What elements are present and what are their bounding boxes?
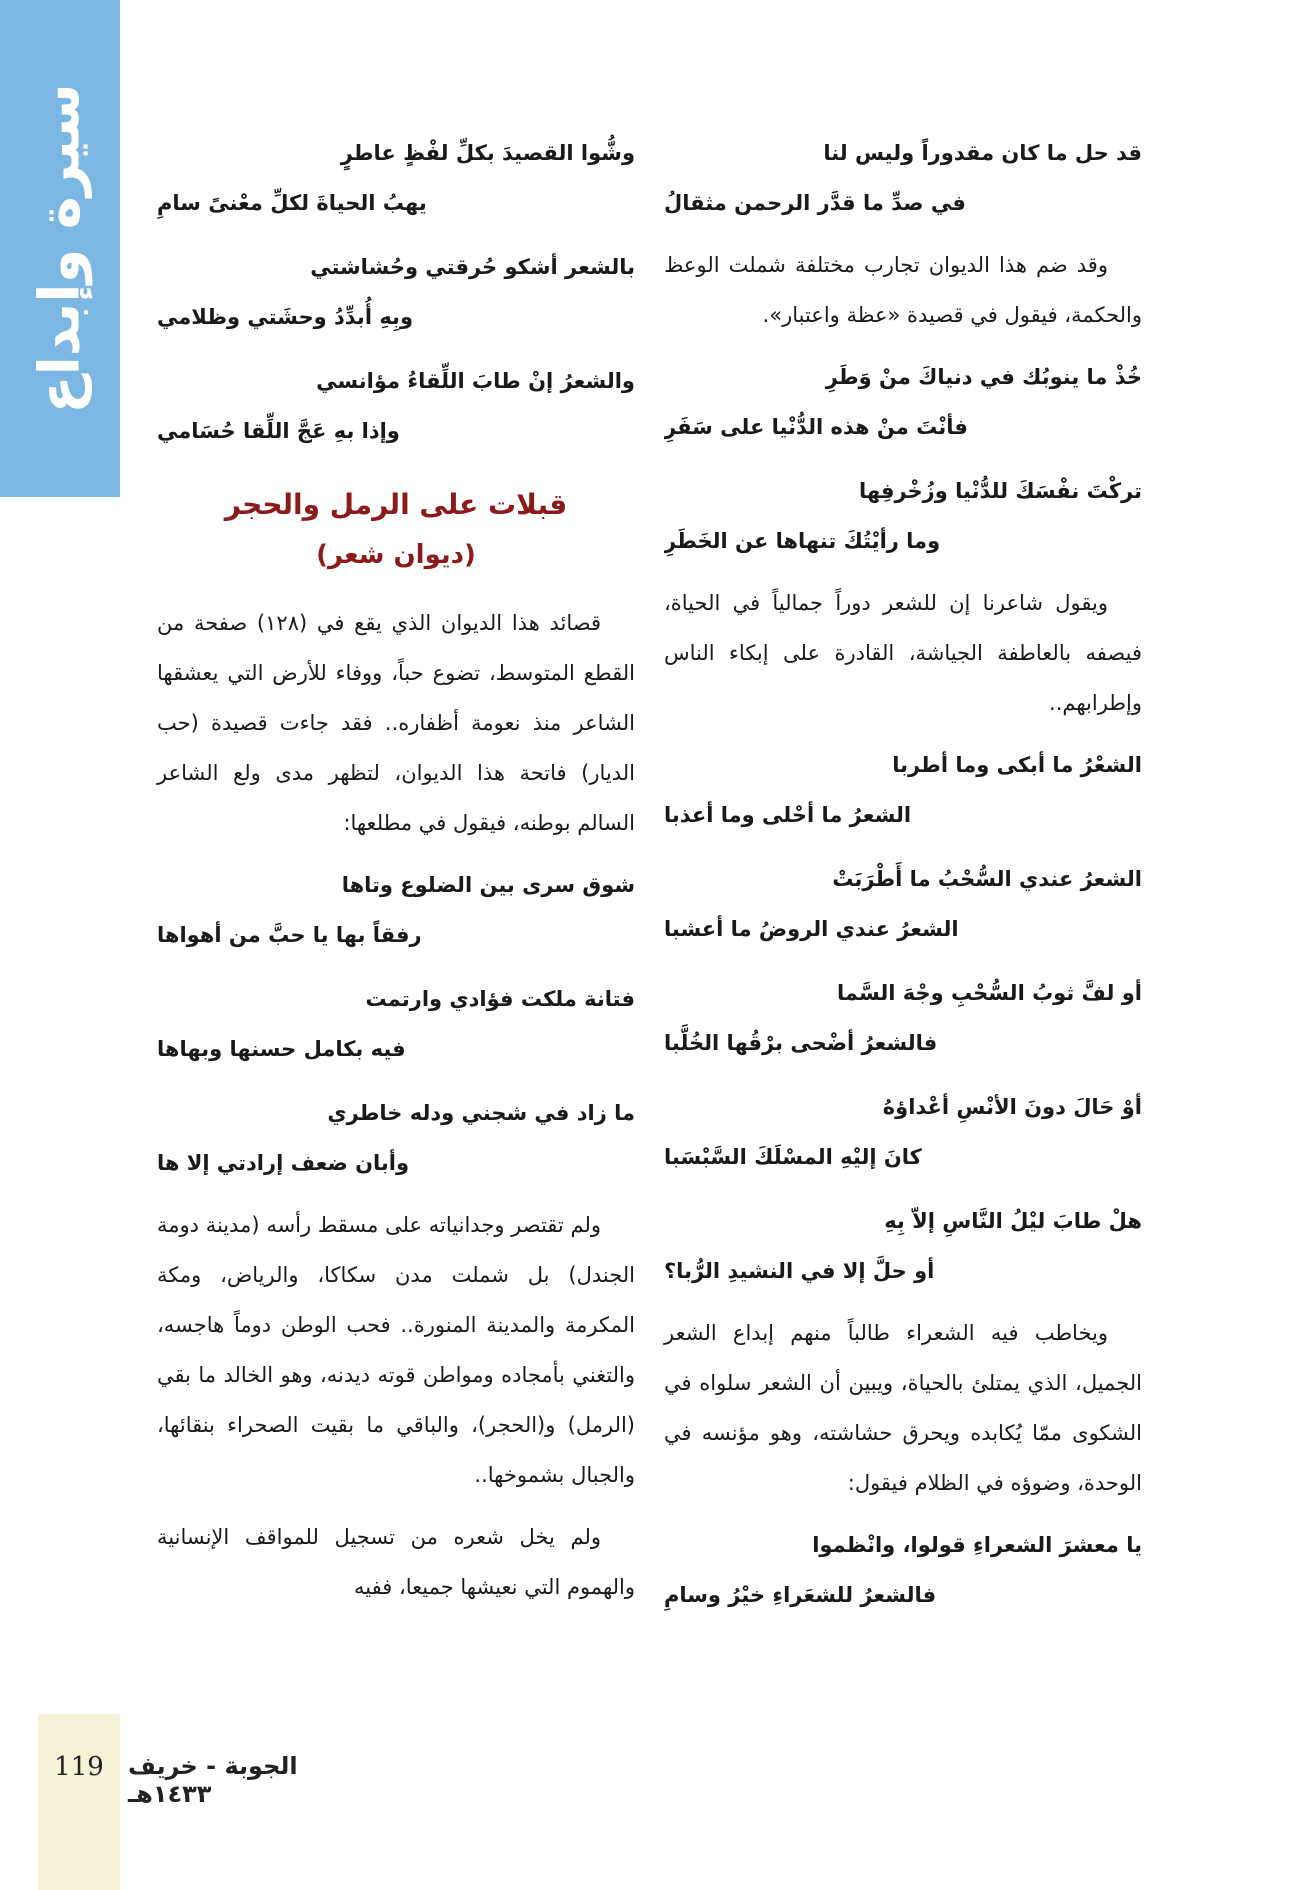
paragraph-text: ولم تقتصر وجدانياته على مسقط رأسه (مدينة دومة الجندل) بل شملت مدن سكاكا، والرياض، ومكة المكرمة والمدينة المنورة.. فحب الوطن دوماً هاجسه، والتغني بأمجاده ومواطن قوته ديدنه، وهو الخالد ما بقي (الرمل) و(الحجر)، والباقي ما بقيت الصحراء بنقائها، والجبال بشموخها..: [157, 1213, 635, 1487]
paragraph: [664, 240, 1142, 340]
verse: [664, 1082, 1142, 1182]
verse: [157, 356, 635, 456]
verse-first-half: أو لفَّ ثوبُ السُّحْبِ وجْهَ السَّما: [836, 981, 1142, 1005]
verse-second-half: فالشعرُ للشعَراءِ خيْرُ وسامِ: [664, 1583, 937, 1607]
verse-second-half: وبِهِ أُبدِّدُ وحشَتي وظلامي: [157, 305, 413, 329]
verse: [157, 128, 635, 228]
verse-second-half: وما رأيْتُكَ تنهاها عن الخَطَرِ: [664, 529, 941, 553]
left-column: [157, 128, 635, 1624]
paragraph-text: ولم يخل شعره من تسجيل للمواقف الإنسانية والهموم التي نعيشها جميعا، ففيه: [157, 1525, 635, 1599]
verse: [664, 466, 1142, 566]
section-label: سيرة وإبداع: [27, 83, 93, 414]
verse-first-half: والشعرُ إنْ طابَ اللِّقاءُ مؤانسي: [316, 369, 635, 393]
verse-first-half: وشُّوا القصيدَ بكلِّ لفْظٍ عاطرٍ: [340, 141, 635, 165]
section-sidebar: [0, 0, 120, 497]
verse-first-half: الشعرُ عندي السُّحْبُ ما أَطْرَبَتْ: [832, 867, 1142, 891]
paragraph-text: قصائد هذا الديوان الذي يقع في (١٢٨) صفحة من القطع المتوسط، تضوع حباً، ووفاء للأرض التي يعشقها الشاعر منذ نعومة أظفاره.. فقد جاءت قصيدة (حب الديار) فاتحة هذا الديوان، لتظهر مدى ولع الشاعر السالم بوطنه، فيقول في مطلعها:: [157, 611, 635, 835]
article-title: قبلات على الرمل والحجر: [224, 488, 568, 521]
verse-second-half: وأبان ضعف إرادتي إلا ها: [157, 1151, 410, 1175]
verse: [157, 1088, 635, 1188]
verse-second-half: وإذا بهِ عَجَّ اللِّقا حُسَامي: [157, 419, 400, 443]
verse: [664, 968, 1142, 1068]
verse-second-half: رفقاً بها يا حبَّ من أهواها: [157, 923, 422, 947]
verse-first-half: يا معشرَ الشعراءِ قولوا، وانْظموا: [812, 1533, 1142, 1557]
paragraph: [157, 598, 635, 848]
verse: [664, 854, 1142, 954]
verse-second-half: يهبُ الحياةَ لكلِّ معْنىً سامِ: [157, 191, 427, 215]
verse-first-half: خُذْ ما ينوبُك في دنياكَ منْ وَطَرِ: [825, 365, 1142, 389]
paragraph: [157, 1512, 635, 1612]
verse: [664, 1196, 1142, 1296]
verse: [157, 860, 635, 960]
verse-first-half: الشعْرُ ما أبكى وما أطربا: [892, 753, 1142, 777]
paragraph-text: وقد ضم هذا الديوان تجارب مختلفة شملت الوعظ والحكمة، فيقول في قصيدة «عظة واعتبار».: [664, 253, 1142, 327]
verse-second-half: فالشعرُ أضْحى برْقُها الخُلَّبا: [664, 1031, 938, 1055]
verse: [664, 128, 1142, 228]
verse-first-half: أوْ حَالَ دونَ الأنْسِ أعْداؤهُ: [882, 1095, 1142, 1119]
verse-first-half: بالشعر أشكو حُرقتي وحُشاشتي: [310, 255, 635, 279]
article-heading: [157, 480, 635, 580]
section-label-wrap: [0, 0, 120, 497]
paragraph-text: ويخاطب فيه الشعراء طالباً منهم إبداع الشعر الجميل، الذي يمتلئ بالحياة، ويبين أن الشعر سلواه في الشكوى ممّا يُكابده ويحرق حشاشته، وهو مؤنسه في الوحدة، وضوؤه في الظلام فيقول:: [664, 1321, 1142, 1495]
verse-first-half: ما زاد في شجني ودله خاطري: [327, 1101, 635, 1125]
issue-label: الجوبة - خريف ١٤٣٣هـ: [128, 1752, 298, 1808]
paragraph: [157, 1200, 635, 1500]
article-subtitle: (ديوان شعر): [316, 540, 476, 570]
verse-first-half: تركْتَ نفْسَكَ للدُّنْيا وزُخْرفِها: [858, 479, 1142, 503]
verse-first-half: قد حل ما كان مقدوراً وليس لنا: [823, 141, 1142, 165]
page-number: 119: [54, 1752, 104, 1782]
verse-second-half: في صدِّ ما قدَّر الرحمن مثقالُ: [664, 191, 966, 215]
verse: [664, 1520, 1142, 1620]
footer-band: [38, 1714, 120, 1890]
verse: [157, 242, 635, 342]
paragraph-text: ويقول شاعرنا إن للشعر دوراً جمالياً في الحياة، فيصفه بالعاطفة الجياشة، القادرة على إبكاء الناس وإطرابهم..: [664, 591, 1142, 715]
verse-second-half: الشعرُ ما أحْلى وما أعذبا: [664, 803, 912, 827]
verse-second-half: فيه بكامل حسنها وبهاها: [157, 1037, 406, 1061]
paragraph: [664, 1308, 1142, 1508]
right-column: [664, 128, 1142, 1620]
verse-first-half: فتانة ملكت فؤادي وارتمت: [365, 987, 635, 1011]
verse-second-half: كانَ إليْهِ المسْلَكَ السَّبْسَبا: [664, 1145, 922, 1169]
verse-first-half: هلْ طابَ ليْلُ النَّاسِ إلاّ بِهِ: [884, 1209, 1142, 1233]
paragraph: [664, 578, 1142, 728]
verse-second-half: فأنْتَ منْ هذه الدُّنْيا على سَفَرِ: [664, 415, 968, 439]
verse: [664, 352, 1142, 452]
verse: [157, 974, 635, 1074]
verse-first-half: شوق سرى بين الضلوع وتاها: [341, 873, 635, 897]
verse: [664, 740, 1142, 840]
verse-second-half: أو حلَّ إلا في النشيدِ الرُّبا؟: [664, 1259, 935, 1283]
verse-second-half: الشعرُ عندي الروضُ ما أعشبا: [664, 917, 959, 941]
